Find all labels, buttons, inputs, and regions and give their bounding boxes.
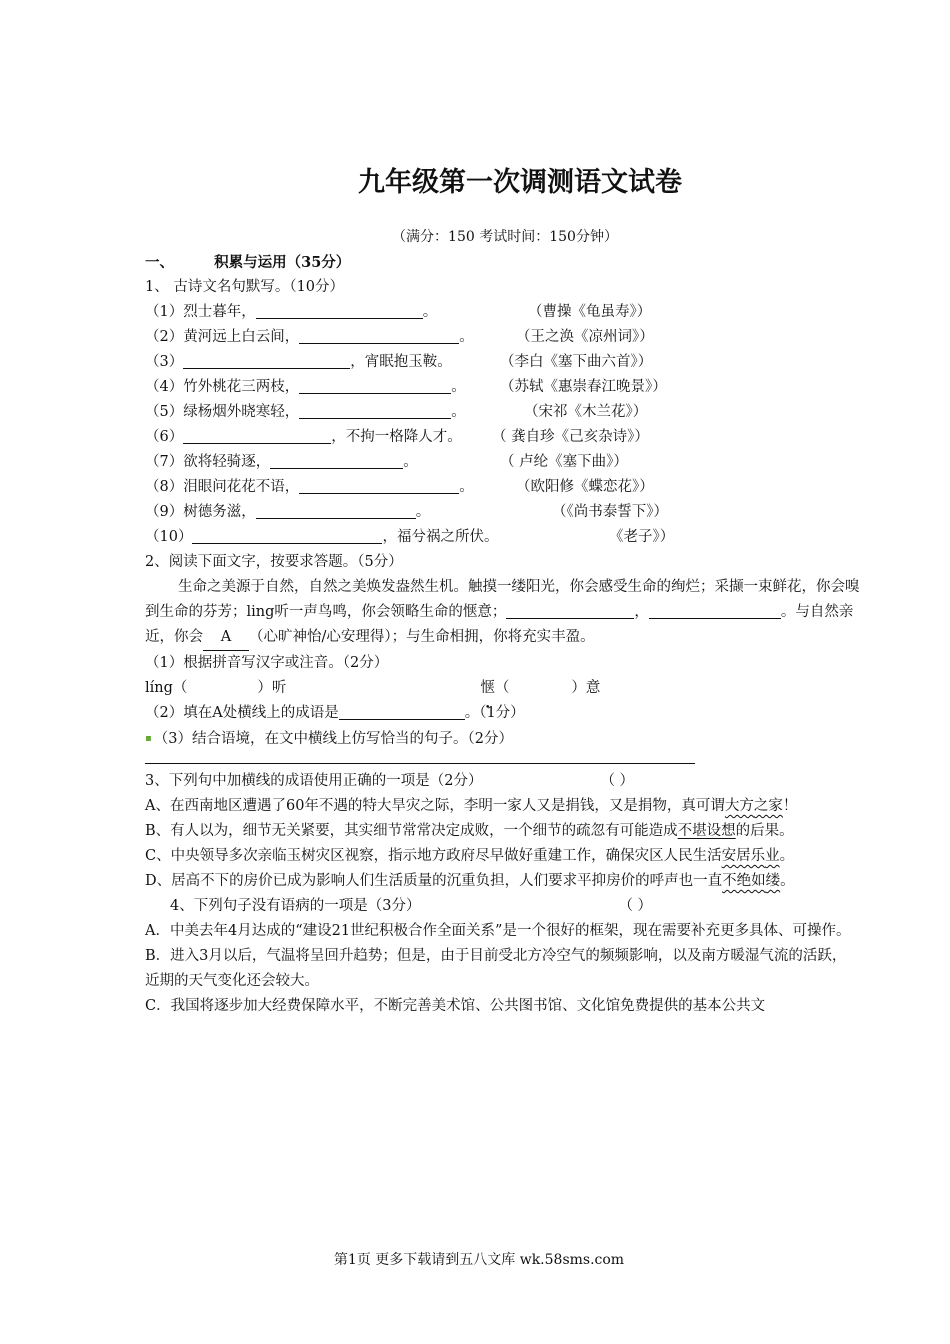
item-source: （李白《塞下曲六首》） (500, 354, 653, 370)
exam-content (145, 250, 860, 1019)
q2-sub1: （1）根据拼音写汉字或注音。（2分） (145, 655, 389, 671)
item-text: 。 (415, 504, 431, 520)
item-text: 。 (451, 404, 466, 420)
answer-blank[interactable] (299, 376, 451, 394)
answer-blank[interactable] (299, 476, 459, 494)
item-source: （ 龚自珍《己亥杂诗》） (492, 429, 649, 445)
option-text: D、居高不下的房价已成为影响人们生活质量的沉重负担，人们要求平抑房价的呼声也一直 (145, 873, 723, 889)
idiom-underlined: 安居乐 (721, 848, 766, 864)
item-text: 欲将轻骑逐， (183, 454, 271, 470)
q3-option-a (145, 794, 860, 819)
idiom-underlined: 不绝如 (722, 873, 766, 889)
answer-blank[interactable] (299, 401, 451, 419)
exam-subtitle: （满分：150 考试时间：150分钟） (392, 229, 618, 245)
question-text: 4、下列句子没有语病的一项是（3分） (170, 898, 421, 914)
item-text: ，福兮祸之所伏。 (382, 529, 499, 545)
q1-item (145, 325, 860, 350)
q4-option-b: B．进入3月以后，气温将呈回升趋势；但是，由于目前受北方冷空气的频频影响，以及南方暖湿气流的活跃，近期的天气变化还会较大。 (145, 948, 847, 989)
passage-text: ， (634, 604, 649, 620)
item-text: ，宵眠抱玉鞍。 (350, 354, 452, 370)
section-heading (145, 250, 860, 275)
answer-paren[interactable]: （ ） (600, 773, 635, 789)
q1-item (145, 375, 860, 400)
pinyin-label: líng（ (145, 680, 188, 696)
idiom-underlined: 缕 (765, 873, 781, 889)
pinyin-label: ）意 (571, 680, 601, 696)
answer-blank[interactable] (183, 426, 331, 444)
item-number: （9） (145, 504, 184, 520)
item-source: 《老子》） (609, 529, 675, 545)
q3-option-c (145, 844, 860, 869)
page-footer: 第1页 更多下载请到五八文库 wk.58sms.com (333, 1252, 625, 1268)
item-text: 。 (459, 329, 474, 345)
q2-passage (145, 575, 860, 651)
passage-blank[interactable] (683, 601, 781, 619)
q4-option-a: A．中美去年4月达成的“建设21世纪积极合作全面关系”是一个很好的框架，现在需要补充更多具体、可操作。 (145, 923, 851, 939)
item-text: 烈士暮年， (183, 304, 256, 320)
item-number: （6） (145, 429, 184, 445)
item-number: （1） (145, 304, 184, 320)
exam-title: 九年级第一次调测语文试卷 (358, 167, 682, 198)
q3-option-b (145, 819, 860, 844)
item-source: （欧阳修《蝶恋花》） (516, 479, 654, 495)
answer-blank[interactable] (270, 451, 403, 469)
idiom-underlined: 业 (765, 848, 780, 864)
q2-heading: 2、阅读下面文字，按要求答题。（5分） (145, 554, 403, 570)
answer-blank[interactable] (256, 301, 423, 319)
option-text: B、有人以为，细节无关紧要，其实细节常常决定成败，一个细节的疏忽有可能造成 (145, 823, 678, 839)
option-text: ！ (782, 798, 798, 814)
item-text: 黄河远上白云间， (183, 329, 300, 345)
item-text: 竹外桃花三两枝， (183, 379, 300, 395)
item-source: （苏轼《惠崇春江晚景》） (500, 379, 667, 395)
item-text: 。 (403, 454, 418, 470)
q1-item (145, 475, 860, 500)
item-text: 泪眼问花花不语， (183, 479, 300, 495)
section-title: 积累与运用（35分） (214, 254, 351, 271)
q1-item (145, 500, 860, 525)
item-source: （王之涣《凉州词》） (516, 329, 654, 345)
blank-a[interactable] (203, 625, 249, 651)
item-number: （3） (145, 354, 184, 370)
item-number: （2） (145, 329, 184, 345)
answer-blank[interactable] (256, 501, 416, 519)
idiom-underlined: 之家 (753, 798, 783, 814)
q1-item (145, 450, 860, 475)
item-text: 。 (422, 304, 438, 320)
q4-heading (145, 894, 860, 919)
item-text: 。 (451, 379, 466, 395)
item-text: 绿杨烟外晓寒轻， (183, 404, 300, 420)
item-number: （4） (145, 379, 184, 395)
item-text: 。 (459, 479, 474, 495)
item-source: （宋祁《木兰花》） (524, 404, 648, 420)
sub-question-text: （2）填在A处横线上的成语是 (145, 705, 339, 721)
option-text: 的后果。 (735, 823, 794, 839)
passage-text: 生命之美源于自然，自然之美焕发盎然生机。触摸一缕阳光，你会感受生命的绚烂；采撷一束鲜花，你会嗅到生命的芬芳；ling听一声鸟鸣，你会领略生命的惬意； (145, 579, 860, 620)
section-number: 一、 (145, 254, 174, 271)
item-number: （10） (145, 529, 193, 545)
sub-question-text: （3）结合语境，在文中横线上仿写恰当的句子。（2分） (153, 731, 513, 747)
idiom-underlined: 大方 (724, 798, 754, 814)
passage-text: 。与自然亲近，你会 (145, 604, 854, 645)
option-text: A、在西南地区遭遇了60年不遇的特大旱灾之际，李明一家人又是捐钱，又是捐物，真可谓 (145, 798, 725, 814)
q2-pinyin-row (145, 676, 860, 701)
passage-text: （心旷神怡/心安理得）；与生命相拥，你将充实丰盈。 (249, 629, 595, 645)
answer-blank[interactable] (299, 326, 459, 344)
sub-question-text: 。（1分） (464, 705, 525, 721)
dotted-char: 惬 (480, 680, 495, 696)
pinyin-label: （ (494, 680, 510, 696)
blank-a-marker: A (220, 629, 232, 645)
idiom-underlined: 不堪设想 (677, 823, 736, 839)
passage-blank[interactable] (506, 601, 634, 619)
item-number: （5） (145, 404, 184, 420)
item-number: （7） (145, 454, 184, 470)
item-text: ，不拘一格降人才。 (331, 429, 462, 445)
q3-option-d (145, 869, 860, 894)
idiom-blank[interactable] (339, 702, 465, 720)
option-text: C、中央领导多次亲临玉树灾区视察，指示地方政府尽早做好重建工作，确保灾区人民生活 (145, 848, 722, 864)
item-text: 树德务滋， (183, 504, 256, 520)
answer-blank[interactable] (183, 351, 350, 369)
q4-option-c: C．我国将逐步加大经费保障水平，不断完善美术馆、公共图书馆、文化馆免费提供的基本公共文 (145, 998, 766, 1014)
answer-paren[interactable]: （ ） (618, 898, 653, 914)
answer-line[interactable] (145, 751, 695, 764)
question-text: 3、下列句中加横线的成语使用正确的一项是（2分） (145, 773, 483, 789)
marker-dot: ▪ (145, 733, 152, 744)
item-source: （《尚书泰誓下》） (552, 504, 668, 520)
passage-blank[interactable] (649, 601, 683, 619)
q1-item (145, 300, 860, 325)
q3-heading (145, 769, 860, 794)
item-number: （8） (145, 479, 184, 495)
q1-heading: 1、 古诗文名句默写。（10分） (145, 279, 345, 295)
q1-item (145, 425, 860, 450)
option-text: 。 (779, 848, 795, 864)
item-source: （曹操《龟虽寿》） (528, 304, 652, 320)
answer-blank[interactable] (192, 526, 382, 544)
q1-item (145, 400, 860, 425)
q2-sub2 (145, 701, 860, 726)
q1-item (145, 350, 860, 375)
q1-item (145, 525, 860, 550)
option-text: 。 (780, 873, 795, 889)
item-source: （ 卢纶《塞下曲》） (500, 454, 628, 470)
pinyin-label: ）听 (257, 680, 287, 696)
q2-sub3 (145, 726, 860, 751)
